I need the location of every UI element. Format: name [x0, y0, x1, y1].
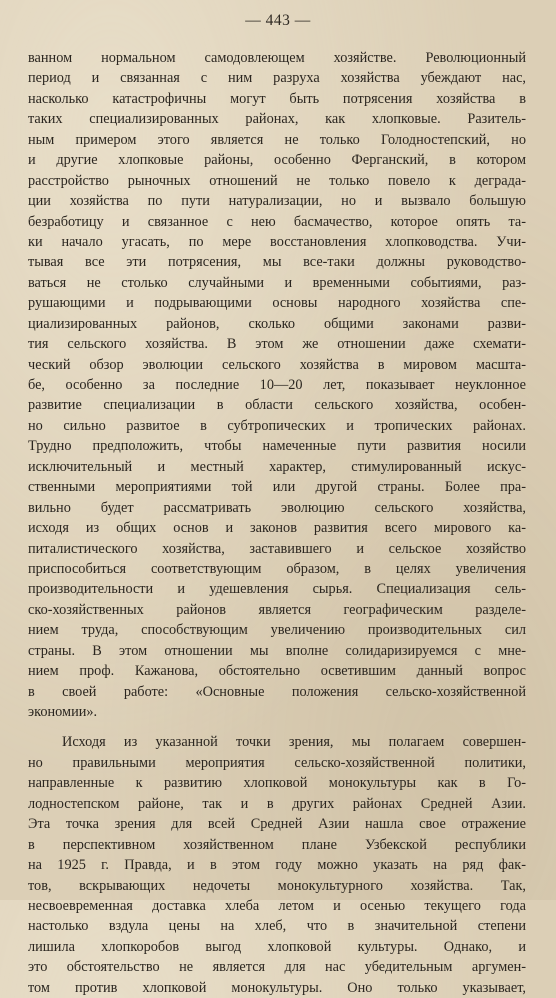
text-line: в перспективном хозяйственном плане Узбекской республики	[28, 836, 526, 853]
text-line: направленные к развитию хлопковой монокультуры как в Го-	[28, 775, 526, 792]
text-line: но правильными мероприятия сельско-хозяйственной политики,	[28, 754, 526, 771]
text-line: производительности и удешевления сырья. Специализация сель-	[28, 581, 526, 598]
text-line: безработицу и связанное с нею басмачество, которое опять та-	[28, 213, 526, 230]
text-line: исходя из общих основ и законов развития всего мирового ка-	[28, 520, 526, 537]
text-line: лишила хлопкоробов выгод хлопковой культуры. Однако, и	[28, 938, 526, 955]
page-number: — 443 —	[245, 12, 311, 29]
text-line: несвоевременная доставка хлеба летом и осенью текущего года	[28, 897, 526, 914]
text-line: тов, вскрывающих недочеты монокультурного хозяйства. Так,	[28, 877, 526, 894]
text-line: расстройство рыночных отношений не только повело к деграда-	[28, 172, 526, 189]
text-line: это обстоятельство не является для нас убедительным аргумен-	[28, 959, 526, 976]
text-line: циализированных районов, сколько общими законами разви-	[28, 315, 526, 332]
text-line: насколько катастрофичны могут быть потрясения хозяйства в	[28, 90, 526, 107]
text-line: Трудно предположить, чтобы намеченные пути развития носили	[28, 438, 526, 455]
text-line: экономии».	[28, 704, 98, 720]
text-line: страны. В этом отношении мы вполне солидаризируемся с мне-	[28, 642, 526, 659]
paragraph-gap	[28, 722, 526, 732]
text-line: настолько вздула цены на хлеб, что в значительной степени	[28, 918, 526, 935]
body-text	[28, 48, 526, 998]
text-line: ки начало угасать, по мере восстановления хлопководства. Учи-	[28, 233, 526, 250]
text-line: Исходя из указанной точки зрения, мы полагаем совершен-	[62, 734, 526, 751]
text-line: период и связанная с ним разруха хозяйства убеждают нас,	[28, 70, 526, 87]
text-line: ственными мероприятиями той или другой страны. Более пра-	[28, 479, 526, 496]
text-line: ско-хозяйственных районов является географическим разделе-	[28, 601, 526, 618]
text-line: развитие специализации в области сельского хозяйства, особен-	[28, 397, 526, 414]
text-line: том против хлопковой монокультуры. Оно только указывает,	[28, 979, 526, 996]
text-line: бе, особенно за последние 10—20 лет, показывает неуклонное	[28, 377, 526, 393]
text-line: но сильно развитое в субтропических и тропических районах.	[28, 417, 526, 434]
text-line: тывая все эти потрясения, мы все-таки должны руководство-	[28, 254, 526, 271]
text-line: ваться не столько случайными и временными событиями, раз-	[28, 274, 526, 291]
text-line: ции хозяйства по пути натурализации, но и вызвало большую	[28, 193, 526, 210]
text-line: таких специализированных районах, как хлопковые. Разитель-	[28, 111, 526, 128]
text-line: нием проф. Кажанова, обстоятельно осветившим данный вопрос	[28, 663, 526, 680]
text-line: на 1925 г. Правда, и в этом году можно указать на ряд фак-	[28, 857, 526, 874]
text-line: рушающими и подрывающими основы народного хозяйства спе-	[28, 295, 526, 312]
text-line: питалистического хозяйства, заставившего и сельское хозяйство	[28, 540, 526, 557]
text-line: ческий обзор эволюции сельского хозяйства в мировом масшта-	[28, 356, 526, 373]
text-line: тия сельского хозяйства. В этом же отношении даже схемати-	[28, 336, 526, 353]
text-line: приспособиться соответствующим образом, в целях увеличения	[28, 560, 526, 577]
text-line: лодностепском районе, так и в других районах Средней Азии.	[28, 795, 526, 812]
text-line: исключительный и местный характер, стимулированный искус-	[28, 458, 526, 475]
text-line: в своей работе: «Основные положения сельско-хозяйственной	[28, 683, 526, 700]
paragraph-2	[28, 732, 526, 998]
text-line: ным примером этого является не только Голодностепский, но	[28, 131, 526, 148]
text-line: ванном нормальном самодовлеющем хозяйстве. Революционный	[28, 50, 526, 66]
paragraph-1	[28, 48, 526, 722]
text-line: и другие хлопковые районы, особенно Ферганский, в котором	[28, 152, 526, 169]
text-line: Эта точка зрения для всей Средней Азии нашла свое отражение	[28, 816, 526, 833]
text-line: нием труда, способствующим увеличению производительных сил	[28, 622, 526, 639]
text-line: вильно будет рассматривать эволюцию сельского хозяйства,	[28, 499, 526, 516]
